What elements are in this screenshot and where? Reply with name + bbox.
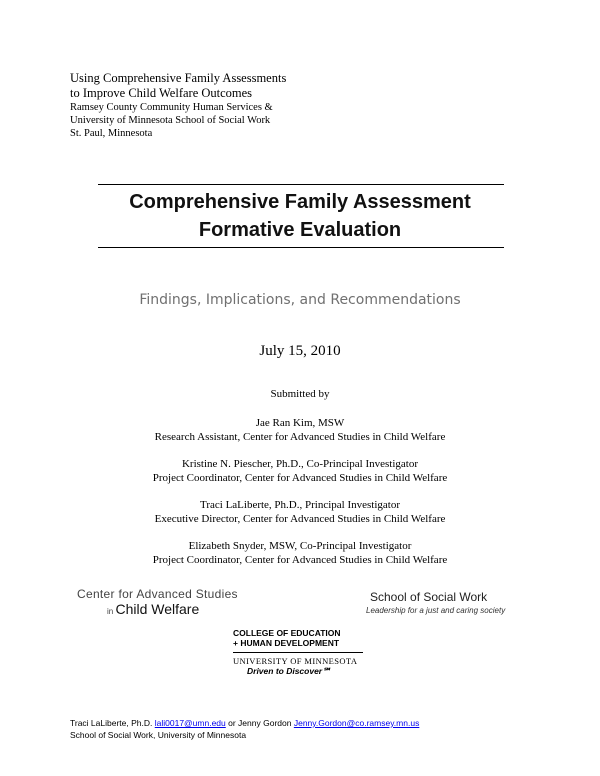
footer (70, 717, 419, 741)
document-header (70, 71, 286, 140)
header-line-5: St. Paul, Minnesota (70, 128, 153, 139)
header-line-3: Ramsey County Community Human Services & (70, 102, 273, 113)
submitted-by-label: Submitted by (270, 388, 330, 400)
subtitle: Findings, Implications, and Recommendations (139, 292, 461, 308)
ssw-logo-tagline: Leadership for a just and caring society (366, 606, 506, 615)
author-name: Kristine N. Piescher, Ph.D., Co-Principal Investigator (181, 458, 419, 470)
cas-logo (77, 587, 238, 617)
cas-logo-in: in (107, 607, 114, 616)
author-block (0, 498, 600, 526)
footer-middle: or Jenny Gordon (228, 718, 292, 728)
title-top-rule (98, 184, 504, 185)
email-link-gordon[interactable]: Jenny.Gordon@co.ramsey.mn.us (293, 718, 420, 728)
footer-prefix: Traci LaLiberte, Ph.D. (70, 718, 153, 728)
ssw-logo (366, 590, 506, 615)
author-role: Research Assistant, Center for Advanced Studies in Child Welfare (154, 431, 446, 443)
footer-affiliation: School of Social Work, University of Minnesota (70, 730, 247, 740)
logo-divider (233, 652, 363, 653)
title-line-1: Comprehensive Family Assessment (129, 191, 471, 213)
author-role: Project Coordinator, Center for Advanced Studies in Child Welfare (152, 554, 448, 566)
ssw-logo-title: School of Social Work (370, 590, 488, 604)
author-name: Traci LaLiberte, Ph.D., Principal Investigator (200, 499, 400, 511)
author-block (0, 416, 600, 444)
author-block (0, 539, 600, 567)
email-link-laliberte[interactable]: lali0017@umn.edu (154, 718, 226, 728)
coe-line-1: COLLEGE OF EDUCATION (233, 628, 341, 638)
author-role: Executive Director, Center for Advanced Studies in Child Welfare (154, 513, 446, 525)
title-bottom-rule (98, 247, 504, 248)
header-line-4: University of Minnesota School of Social Work (70, 115, 271, 126)
author-block (0, 457, 600, 485)
title-line-2: Formative Evaluation (198, 219, 402, 241)
cas-logo-child-welfare: Child Welfare (115, 601, 200, 617)
umn-name: UNIVERSITY OF MINNESOTA (233, 656, 358, 666)
author-role: Project Coordinator, Center for Advanced Studies in Child Welfare (152, 472, 448, 484)
report-date: July 15, 2010 (259, 343, 341, 359)
cas-logo-line-1: Center for Advanced Studies (77, 587, 238, 601)
page-title (0, 188, 600, 244)
coe-umn-logo (233, 628, 363, 676)
footer-contact-line (70, 717, 419, 729)
header-line-1: Using Comprehensive Family Assessments (70, 71, 287, 85)
coe-line-2: + HUMAN DEVELOPMENT (233, 638, 340, 648)
author-name: Jae Ran Kim, MSW (255, 417, 345, 429)
header-line-2: to Improve Child Welfare Outcomes (70, 86, 253, 100)
cas-logo-line-2 (107, 601, 238, 617)
author-name: Elizabeth Snyder, MSW, Co-Principal Investigator (188, 540, 412, 552)
umn-tagline: Driven to Discover℠ (247, 666, 331, 676)
